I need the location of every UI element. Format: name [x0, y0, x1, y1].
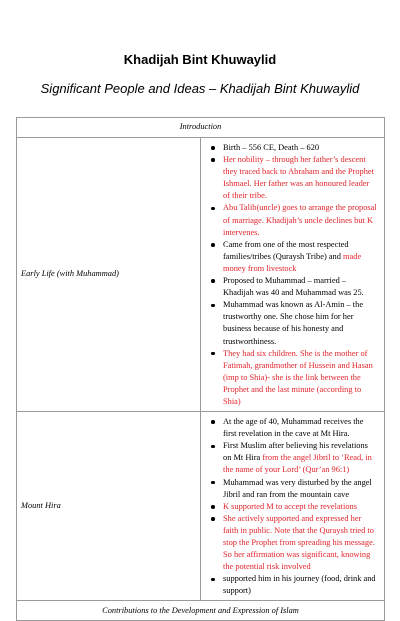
- notes-table: [16, 117, 385, 621]
- bullet-text: They had six children. She is the mother of Fatimah, grandmother of Hussein and Hasan (imp to Shia)- she is the link between the Prophet and the last minute (according to Shia): [223, 348, 373, 406]
- bullet-item: [207, 416, 378, 440]
- bullet-text: Muhammad was known as Al-Amin – the trustworthy one. She chose him for her business because of his honesty and trustworthiness.: [223, 300, 364, 346]
- bullet-text: Came from one of the most respected families/tribes (Quraysh Tribe) and: [223, 239, 349, 261]
- bullet-text: made money from livestock: [223, 251, 362, 273]
- document-title: Khadijah Bint Khuwaylid: [123, 52, 277, 67]
- bullet-text: At the age of 40, Muhammad receives the first revelation in the cave at Mt Hira.: [223, 417, 364, 439]
- bullet-text: First Muslim after believing his revelations on Mt Hira: [223, 441, 368, 463]
- bullet-item: [207, 440, 378, 476]
- bullet-text: Birth – 556 CE, Death – 620: [223, 143, 320, 152]
- bullet-item: [207, 477, 378, 501]
- bullet-text: Abu Talib(uncle) goes to arrange the proposal of marriage. Khadijah’s uncle declines but K intervenes.: [223, 203, 377, 237]
- intro-header: Introduction: [17, 118, 385, 138]
- bullet-item: [207, 202, 378, 238]
- bullet-text: Her nobility – through her father’s descent they traced back to Abraham and the Prophet Ishmael. Her father was an honoured leader of their tribe.: [223, 155, 374, 201]
- bullet-item: [207, 142, 378, 154]
- early-life-bullet-list: [207, 142, 378, 408]
- bullet-item: [207, 239, 378, 275]
- bullet-text: Proposed to Muhammad – married – Khadijah was 40 and Muhammad was 25.: [223, 276, 364, 298]
- bullet-item: [207, 501, 378, 513]
- mount-hira-bullet-list: [207, 416, 378, 597]
- bullet-text: Muhammad was very disturbed by the angel Jibril and ran from the mountain cave: [223, 477, 372, 499]
- early-life-row: [17, 138, 385, 412]
- bullet-item: [207, 348, 378, 408]
- bullet-item: [207, 299, 378, 347]
- document-subtitle: Significant People and Ideas – Khadijah Bint Khuwaylid: [40, 81, 360, 96]
- contributions-header: Contributions to the Development and Expression of Islam: [17, 601, 385, 621]
- early-life-label: Early Life (with Muhammad): [17, 138, 201, 412]
- early-life-content: [201, 138, 385, 412]
- bullet-item: [207, 513, 378, 573]
- bullet-text: supported him in his journey (food, drink and support): [223, 574, 376, 596]
- mount-hira-row: [17, 412, 385, 601]
- bullet-text: K supported M to accept the revelations: [223, 501, 357, 511]
- mount-hira-label: Mount Hira: [17, 412, 201, 601]
- bullet-text: from the angel Jibril to ‘Read, in the name of your Lord’ (Qur’an 96:1): [223, 453, 372, 475]
- bullet-item: [207, 275, 378, 299]
- bullet-text: She actively supported and expressed her faith in public. Note that the Quraysh tried to stop the Prophet from spreading his message. So her affirmation was significant, knowing the potential risk involved: [223, 513, 375, 572]
- mount-hira-content: [201, 412, 385, 601]
- intro-header-row: [17, 118, 385, 138]
- contributions-header-row: [17, 601, 385, 621]
- bullet-item: [207, 154, 378, 202]
- bullet-item: [207, 573, 378, 597]
